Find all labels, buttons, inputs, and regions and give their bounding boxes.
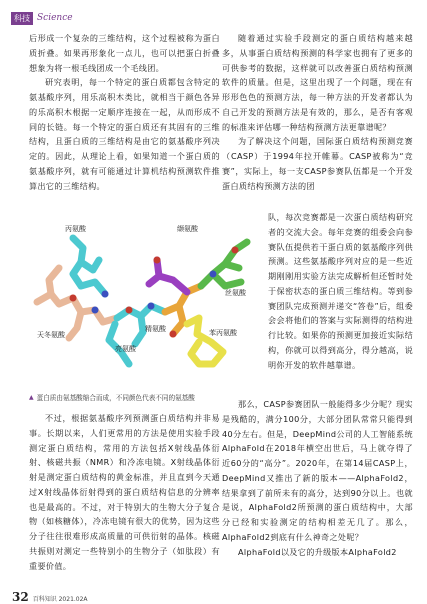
wrapped-column: [268, 210, 413, 372]
section-badge: 科技: [11, 12, 33, 25]
paragraph: 随着通过实验手段测定的蛋白质结构越来越多，从事蛋白质结构预测的科学家也拥有了更多的可供参考的数据，这样就可以改善蛋白质结构预测软件的质量。但是，这里出现了一个问题，现在有形形色色的预测方法，每一种方法的开发者都认为自己开发的预测方法是有效的，那么，是否有客观的标准来评估哪一种结构预测方法更靠谱呢？: [222, 33, 413, 132]
label-arginine: 精氨酸: [145, 325, 166, 333]
caption-text: 蛋白质由氨基酸缩合而成，不同颜色代表不同的氨基酸: [36, 394, 195, 402]
label-leucine: 亮氨酸: [115, 345, 136, 353]
paragraph: 后形成一个复杂的三维结构，这个过程被称为蛋白质折叠。如果再形象化一点儿，也可以把蛋白折叠想象为将一根毛线团成一个毛线团。: [29, 33, 220, 73]
right-column-top: [222, 31, 413, 193]
paragraph: 为了解决这个问题，国际蛋白质结构预测竞赛（CASP）于1994年拉开帷幕。CASP被称为“竞赛”，实际上，每一支CASP参赛队伍都是一个开发蛋白质结构预测方法的团: [222, 136, 413, 191]
publication-info: 百科知识 2021.02A: [32, 596, 88, 603]
label-phenylalanine: 苯丙氨酸: [209, 329, 237, 337]
label-serine: 丝氨酸: [225, 289, 246, 297]
page-number: 32: [12, 590, 29, 604]
label-valine: 缬氨酸: [177, 225, 198, 233]
amino-acid-figure: [29, 202, 259, 388]
paragraph: 那么，CASP参赛团队一般能得多少分呢？现实是残酷的，满分100分，大部分团队常常只能得到40分左右。但是，DeepMind公司的人工智能系统AlphaFold在2018年横空出世后，马上就夺得了近60分的“高分”。2020年，在第14届CASP上，DeepMind又推出了新的版本——AlphaFold2，结果拿到了前所未有的高分，达到90分以上。也就是说，AlphaFold2所预测的蛋白质结构中，大部分已经和实验测定的结构相差无几了。那么，AlphaFold2到底有什么神奇之处呢？: [222, 399, 413, 542]
left-column-bottom: [29, 411, 220, 573]
label-aspartic-acid: 天冬氨酸: [37, 331, 65, 339]
section-header: [11, 11, 73, 25]
page-footer: [12, 590, 88, 604]
triangle-icon: ▲: [29, 393, 34, 401]
right-column-bottom: [222, 397, 413, 559]
left-column-top: [29, 31, 220, 193]
section-name: Science: [37, 13, 73, 23]
paragraph: 队，每次竞赛都是一次蛋白质结构研究者的交流大会。每年竞赛的组委会向参赛队伍提供若干蛋白质的氨基酸序列供预测。这些氨基酸序列对应的是一些近期刚刚用实验方法完成解析但还暂时处于保密状态的蛋白质三维结构。等到参赛团队完成预测并递交“答卷”后，组委会会将他们的答案与实际测得的结构进行比较。如果你的预测更加接近实际结构，你就可以得到高分，得分越高，说明你开发的软件越靠谱。: [268, 212, 413, 370]
paragraph: AlphaFold以及它的升级版本AlphaFold2: [238, 546, 397, 557]
label-alanine: 丙氨酸: [65, 225, 86, 233]
paragraph: 研究表明，每一个特定的蛋白质都包含特定的氨基酸序列，用乐高积木类比，就相当于颜色各异的乐高积木根据一定顺序连接在一起，从而形成不同的长链。每一个特定的蛋白质还有其固有的三维结构，且蛋白质的三维结构是由它的氨基酸序列决定的。因此，从理论上看，如果知道一个蛋白质的氨基酸序列，就有可能通过计算机结构预测软件推算出它的三维结构。: [29, 77, 220, 191]
paragraph: 不过，根据氨基酸序列预测蛋白质结构并非易事。长期以来，人们更常用的方法是使用实验手段测定蛋白质结构，常用的方法包括X射线晶体衍射、核磁共振（NMR）和冷冻电镜。X射线晶体衍射是测定蛋白质结构的黄金标准，并且直到今天通过X射线晶体衍射得到的蛋白质结构信息的分辨率也是最高的。不过，对于特别大的生物大分子复合物（如核糖体），冷冻电镜有很大的优势，因为这些分子往往很难形成高质量的可供衍射的晶体。核磁共振则对测定一些特别小的生物分子（如肽段）有重要价值。: [29, 413, 220, 571]
